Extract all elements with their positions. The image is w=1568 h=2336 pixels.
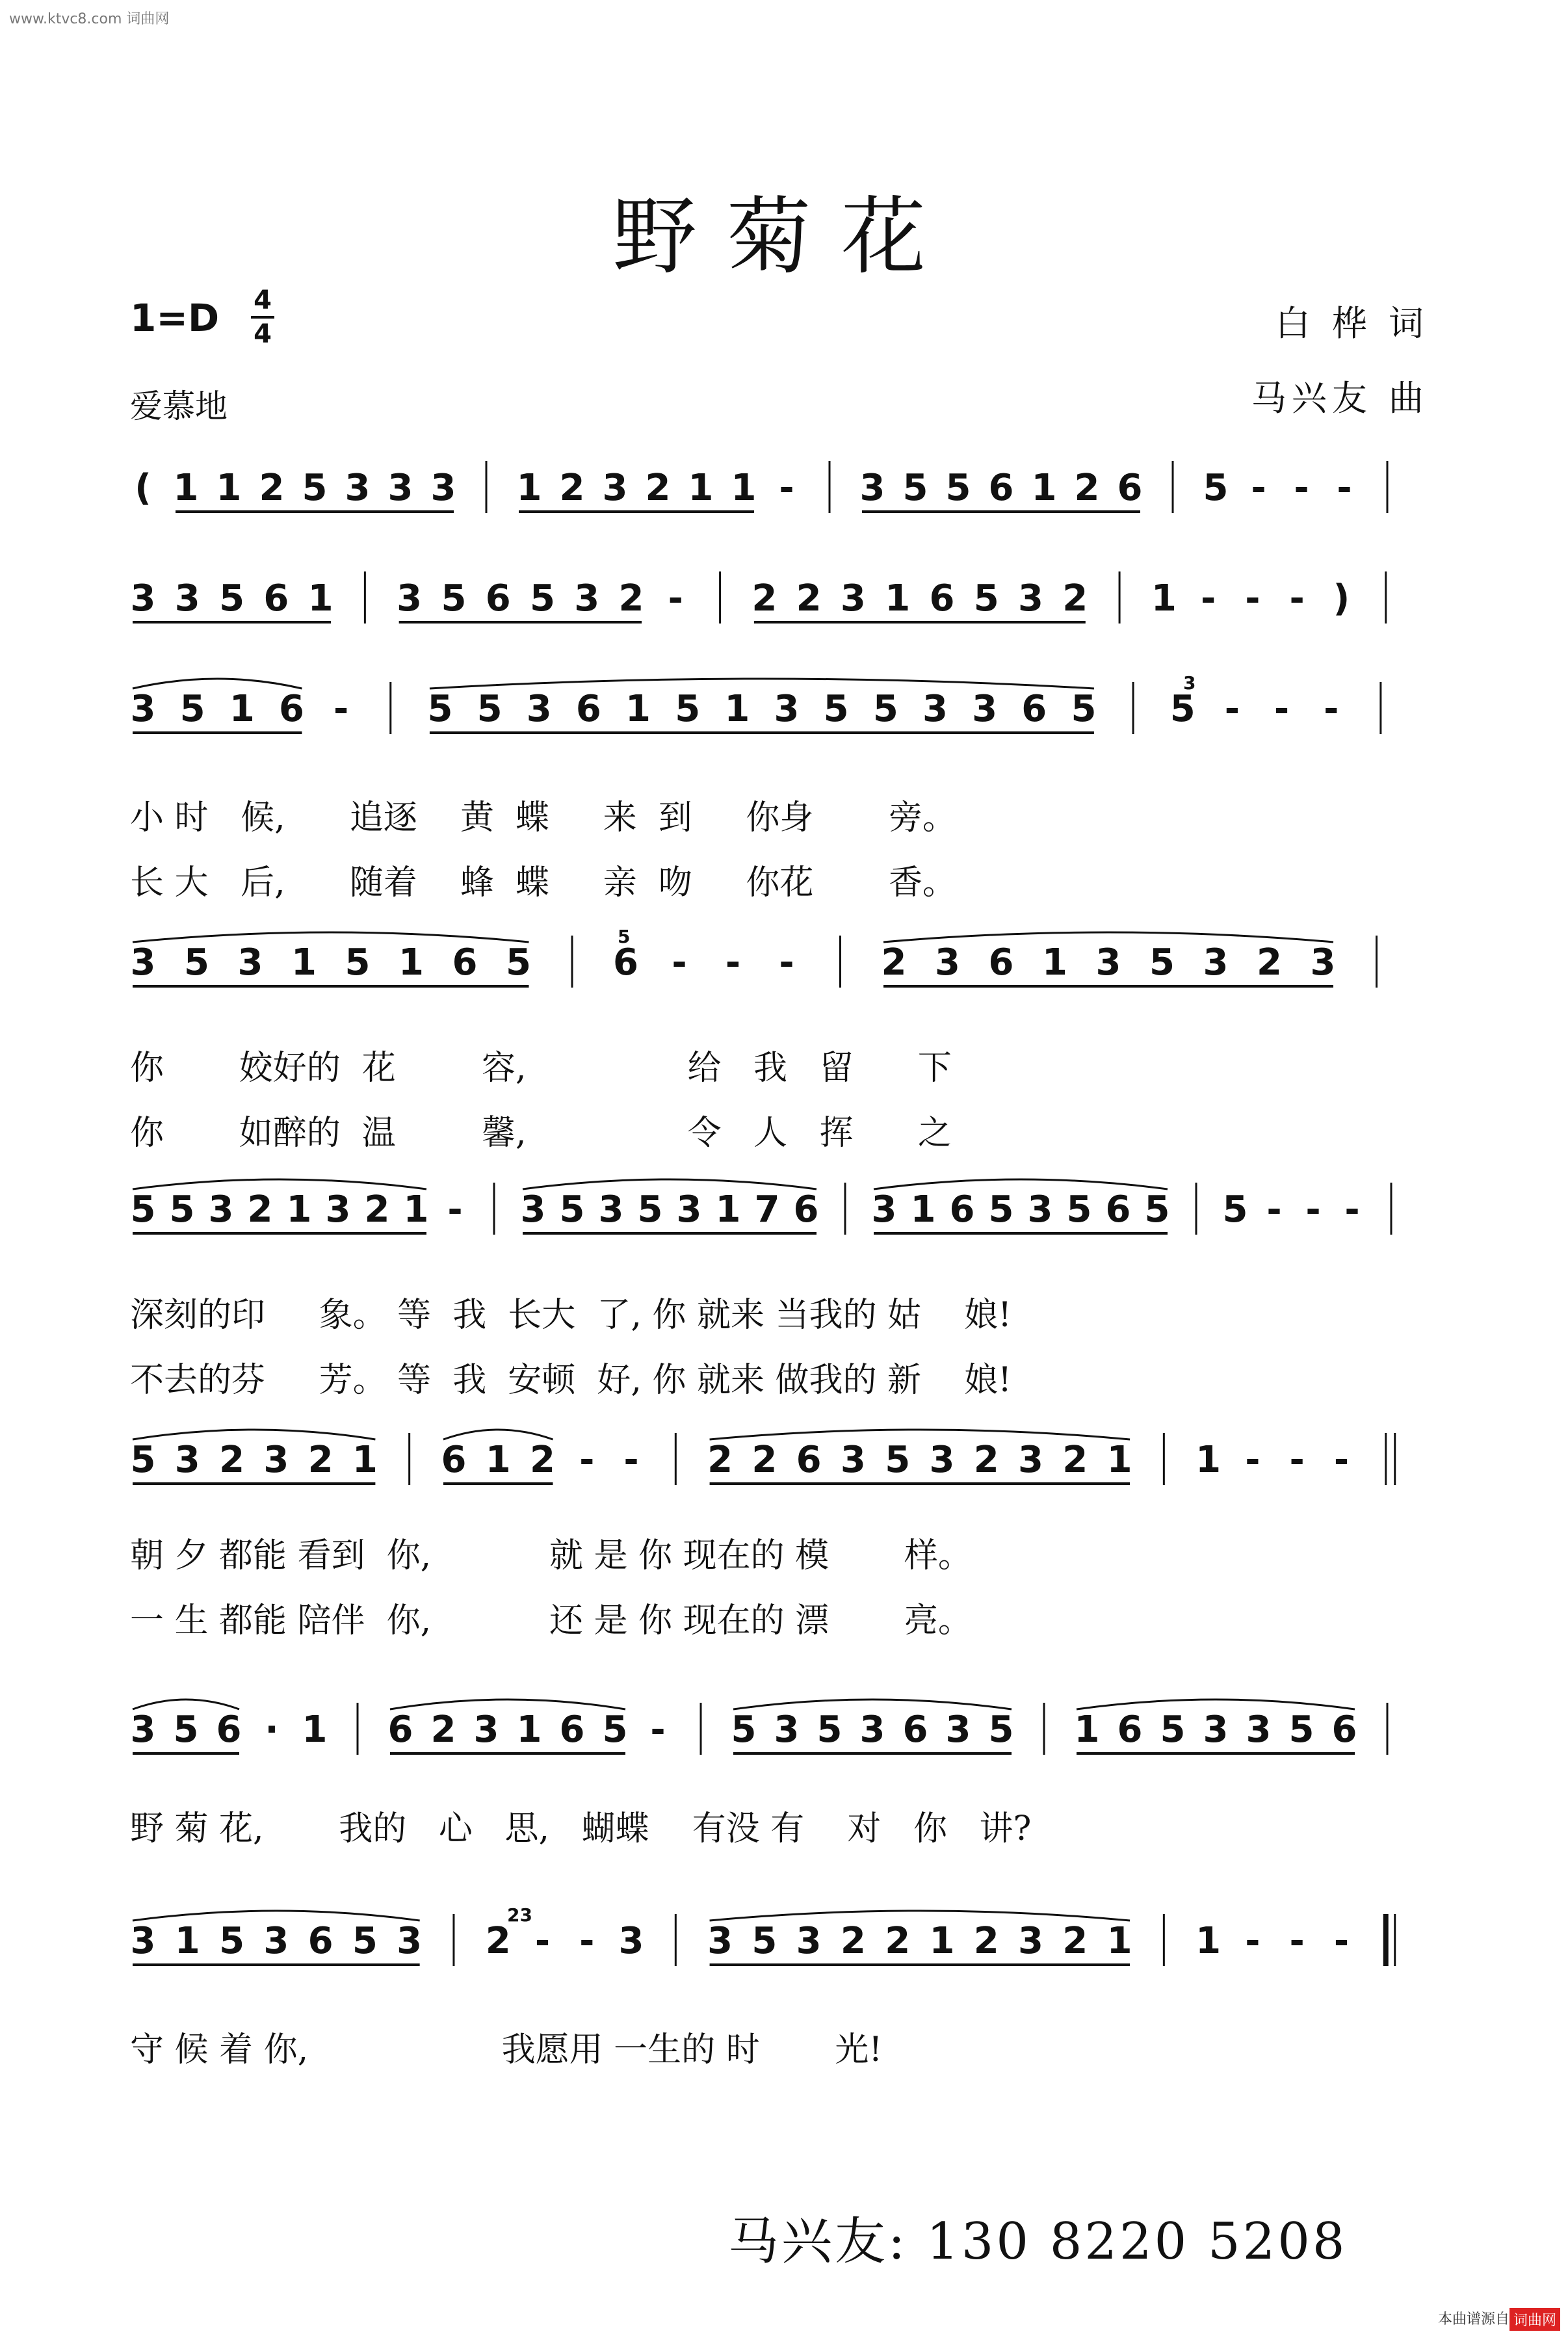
note: 5 (352, 1920, 378, 1962)
note: 1 (302, 1709, 328, 1751)
note: 1 (229, 688, 255, 730)
note: 3 (130, 1709, 156, 1751)
note: 1 (173, 467, 199, 509)
dash-extension: - (1289, 1920, 1305, 1962)
note: 3 (676, 1188, 702, 1231)
note: 1 (403, 1188, 429, 1231)
note: 2 (973, 1439, 999, 1481)
note: 5 (1066, 1188, 1092, 1231)
note: 2 (973, 1920, 999, 1962)
note: 3 (618, 1920, 644, 1962)
slur-arc (133, 679, 302, 689)
score-system (117, 672, 1456, 913)
note: 5 (1222, 1188, 1248, 1231)
note: 5 (751, 1920, 777, 1962)
dash-extension: - (1245, 1920, 1261, 1962)
note: 2 (430, 1709, 456, 1751)
note: 1 (1106, 1439, 1132, 1481)
score-system (117, 926, 1456, 1167)
note: 5 (675, 688, 701, 730)
composer-credit: 马兴友 曲 (1251, 378, 1429, 419)
score-system (117, 1430, 1456, 1664)
note: 3 (945, 1709, 971, 1751)
note-symbol: ( (135, 467, 151, 509)
dash-extension: - (1289, 1439, 1305, 1481)
slur-arc (443, 1430, 553, 1439)
note: 6 (988, 467, 1014, 509)
note: 3 (174, 577, 200, 620)
note: 3 (1027, 1188, 1053, 1231)
note: 5 (506, 941, 531, 984)
note: 2 (751, 1439, 777, 1481)
note: 6 (929, 577, 955, 620)
note: 7 (754, 1188, 780, 1231)
system-engraving (117, 1180, 1456, 1258)
note: 2 (307, 1439, 333, 1481)
note: 6 (796, 1439, 822, 1481)
note: 5 (1203, 467, 1229, 509)
note: 1 (1196, 1920, 1222, 1962)
note: 3 (935, 941, 960, 984)
time-signature (248, 286, 277, 348)
dash-extension: - (333, 688, 349, 730)
note: 6 (1331, 1709, 1357, 1751)
note: 5 (637, 1188, 663, 1231)
time-signature-rule (251, 316, 274, 319)
dash-extension: - (1289, 577, 1305, 620)
dash-extension: - (1266, 1188, 1282, 1231)
slur-arc (133, 1179, 426, 1189)
note: 3 (602, 467, 628, 509)
note: 3 (774, 688, 800, 730)
note: 2 (485, 1920, 511, 1962)
note: 6 (1105, 1188, 1131, 1231)
lyric-line: 你 姣好的 花 容, 给 我 留 下 (130, 1049, 952, 1088)
dash-extension: - (1324, 688, 1339, 730)
dash-extension: - (779, 941, 794, 984)
note: 1 (307, 577, 333, 620)
dash-extension: - (1274, 688, 1290, 730)
note: 3 (1018, 1920, 1043, 1962)
contact-line: 马兴友: 130 8220 5208 (728, 2212, 1348, 2271)
slur-arc (430, 679, 1094, 689)
dash-extension: - (1333, 1439, 1350, 1481)
note: 5 (559, 1188, 585, 1231)
dash-extension: - (534, 1920, 551, 1962)
note: 5 (130, 1188, 156, 1231)
note: 3 (430, 467, 456, 509)
note: 3 (526, 688, 552, 730)
slur-arc (133, 1911, 420, 1921)
dash-extension: - (1305, 1188, 1321, 1231)
note: 1 (352, 1439, 378, 1481)
dash-extension: - (1251, 467, 1266, 509)
note: 3 (922, 688, 948, 730)
note: 3 (520, 1188, 546, 1231)
dash-extension: - (579, 1439, 595, 1481)
slur-arc (523, 1179, 817, 1189)
note: 3 (1310, 941, 1336, 984)
note: 2 (219, 1439, 245, 1481)
note: 6 (1117, 1709, 1143, 1751)
note: 6 (902, 1709, 928, 1751)
note: 2 (1062, 1439, 1088, 1481)
lyric-line: 朝 夕 都能 看到 你, 就 是 你 现在的 模 样。 (130, 1536, 972, 1575)
note: 3 (859, 467, 885, 509)
dash-extension: - (1200, 577, 1216, 620)
note: 5 (1288, 1709, 1314, 1751)
note: 5 (973, 577, 999, 620)
note: 1 (516, 467, 542, 509)
note: 1 (929, 1920, 955, 1962)
lyric-line: 深刻的印 象。 等 我 长大 了, 你 就来 当我的 姑 娘! (130, 1296, 1012, 1335)
note: 5 (902, 467, 928, 509)
note: 5 (173, 1709, 199, 1751)
note: 6 (1021, 688, 1047, 730)
note: 2 (1062, 577, 1088, 620)
note: 2 (364, 1188, 390, 1231)
note: 3 (397, 577, 423, 620)
dash-extension: - (672, 941, 687, 984)
dash-extension: - (668, 577, 683, 620)
note: 1 (715, 1188, 741, 1231)
dash-extension: - (650, 1709, 666, 1751)
note: 1 (1042, 941, 1067, 984)
note: 5 (988, 1188, 1014, 1231)
lyric-line: 野 菊 花, 我的 心 思, 蝴蝶 有没 有 对 你 讲? (130, 1809, 1032, 1848)
note: 5 (1071, 688, 1097, 730)
note: 3 (1095, 941, 1121, 984)
note: 2 (881, 941, 907, 984)
note: 6 (263, 577, 289, 620)
site-watermark: www.ktvc8.com 词曲网 (9, 11, 170, 27)
footer-source-note: 本曲谱源自 (1437, 2311, 1509, 2328)
note: 5 (1149, 941, 1175, 984)
note: 3 (130, 688, 156, 730)
note: 2 (259, 467, 285, 509)
note: 2 (1257, 941, 1282, 984)
note: 5 (872, 688, 898, 730)
note: 5 (219, 1920, 245, 1962)
note: 5 (1160, 1709, 1186, 1751)
note: 5 (731, 1709, 757, 1751)
note: 6 (452, 941, 478, 984)
note: 6 (278, 688, 304, 730)
slur-arc (710, 1911, 1130, 1921)
note: 5 (945, 467, 971, 509)
note: 6 (441, 1439, 467, 1481)
note: 6 (988, 941, 1014, 984)
note: 3 (263, 1920, 289, 1962)
score-system (117, 1904, 1456, 2146)
note: 2 (885, 1920, 911, 1962)
note: 2 (1074, 467, 1100, 509)
lyric-line: 一 生 都能 陪伴 你, 还 是 你 现在的 漂 亮。 (130, 1601, 972, 1640)
note: 3 (397, 1920, 423, 1962)
note: 5 (427, 688, 453, 730)
note: 5 (1144, 1188, 1170, 1231)
note: 5 (441, 577, 467, 620)
note: 3 (840, 1439, 866, 1481)
note: 2 (529, 1439, 555, 1481)
slur-arc (133, 1700, 239, 1709)
lyricist-credit: 白 桦 词 (1275, 303, 1429, 344)
time-signature-top: 4 (254, 285, 272, 315)
note: 1 (174, 1920, 200, 1962)
note: 1 (216, 467, 242, 509)
note: 6 (575, 688, 601, 730)
note: 2 (751, 577, 777, 620)
note: 6 (613, 941, 638, 984)
note: 3 (263, 1439, 289, 1481)
note-symbol: ) (1333, 577, 1350, 620)
note: 1 (688, 467, 714, 509)
note: 6 (793, 1188, 819, 1231)
dash-extension: - (1294, 467, 1309, 509)
slur-arc (874, 1179, 1168, 1189)
note: 2 (618, 577, 644, 620)
note: 1 (1106, 1920, 1132, 1962)
note: 6 (387, 1709, 413, 1751)
note: 5 (885, 1439, 911, 1481)
note: 5 (179, 688, 205, 730)
note: 5 (345, 941, 371, 984)
score-system (117, 1180, 1456, 1414)
note: 1 (910, 1188, 936, 1231)
note: 5 (302, 467, 328, 509)
note: 5 (988, 1709, 1014, 1751)
song-title: 野菊花 (612, 187, 956, 286)
note: 3 (208, 1188, 234, 1231)
dash-extension: - (1245, 1439, 1261, 1481)
dash-extension: - (1344, 1188, 1360, 1231)
note: 2 (840, 1920, 866, 1962)
note: 5 (130, 1439, 156, 1481)
note: 3 (774, 1709, 800, 1751)
lyric-line: 小 时 候, 追逐 黄 蝶 来 到 你身 旁。 (130, 798, 957, 837)
dash-extension: - (1245, 577, 1261, 620)
dash-extension: - (1224, 688, 1240, 730)
note: 1 (399, 941, 424, 984)
note: 2 (1062, 1920, 1088, 1962)
dash-extension: - (623, 1439, 639, 1481)
tempo-marking: 爱慕地 (130, 387, 228, 425)
note: 3 (1203, 941, 1229, 984)
dash-extension: - (447, 1188, 463, 1231)
note: 1 (286, 1188, 312, 1231)
dash-extension: - (1337, 467, 1352, 509)
note: 6 (485, 577, 511, 620)
note: 1 (885, 577, 911, 620)
note: 2 (796, 577, 822, 620)
note: 1 (1151, 577, 1177, 620)
score-system (117, 1700, 1456, 1934)
note: 3 (345, 467, 371, 509)
note: 5 (184, 941, 209, 984)
note: 3 (840, 577, 866, 620)
note: 5 (477, 688, 503, 730)
note: 2 (707, 1439, 733, 1481)
note: 3 (130, 577, 156, 620)
grace-note: 23 (507, 1904, 532, 1926)
note: 5 (817, 1709, 843, 1751)
note: 3 (325, 1188, 351, 1231)
note: 3 (1246, 1709, 1272, 1751)
time-signature-bottom: 4 (254, 319, 272, 349)
note: 3 (1018, 577, 1043, 620)
note: 5 (823, 688, 849, 730)
note: 3 (929, 1439, 955, 1481)
note: 6 (559, 1709, 585, 1751)
note: 3 (174, 1439, 200, 1481)
note: 1 (625, 688, 651, 730)
lyric-line: 你 如醉的 温 馨, 令 人 挥 之 (130, 1114, 952, 1153)
note: 1 (291, 941, 317, 984)
note: 3 (859, 1709, 885, 1751)
note: 3 (972, 688, 998, 730)
note: 3 (1018, 1439, 1043, 1481)
lyric-line: 长 大 后, 随着 蜂 蝶 亲 吻 你花 香。 (130, 863, 957, 902)
note: 3 (1203, 1709, 1229, 1751)
note: 1 (485, 1439, 511, 1481)
slur-arc (733, 1700, 1012, 1709)
note: 3 (871, 1188, 897, 1231)
note: 3 (796, 1920, 822, 1962)
note: 6 (949, 1188, 975, 1231)
note: 1 (1074, 1709, 1100, 1751)
grace-note: 3 (1183, 672, 1196, 694)
note: 5 (602, 1709, 628, 1751)
dash-extension: - (1333, 1920, 1350, 1962)
key-signature: 1=D (130, 296, 220, 340)
note: 6 (216, 1709, 242, 1751)
slur-arc (710, 1430, 1130, 1439)
slur-arc (883, 932, 1333, 942)
note: 3 (130, 1920, 156, 1962)
dash-extension: - (779, 467, 794, 509)
note: 1 (1031, 467, 1057, 509)
note: 3 (237, 941, 263, 984)
note: 6 (1117, 467, 1143, 509)
slur-arc (390, 1700, 625, 1709)
slur-arc (133, 1430, 375, 1439)
footer-site-tag: 词曲网 (1509, 2308, 1560, 2331)
dash-extension: - (579, 1920, 595, 1962)
note: 3 (387, 467, 413, 509)
note: 2 (247, 1188, 273, 1231)
dash-extension: - (725, 941, 741, 984)
grace-note: 5 (618, 926, 631, 947)
slur-arc (133, 932, 529, 942)
note: 1 (516, 1709, 542, 1751)
note: 1 (1196, 1439, 1222, 1481)
lyric-line: 守 候 着 你, 我愿用 一生的 时 光! (130, 2030, 883, 2069)
note: 2 (645, 467, 671, 509)
note: 5 (529, 577, 555, 620)
note: 3 (574, 577, 600, 620)
note: 5 (219, 577, 245, 620)
note: 5 (169, 1188, 195, 1231)
note: 2 (559, 467, 585, 509)
note: 6 (307, 1920, 333, 1962)
note: 5 (1169, 688, 1196, 730)
note: 1 (731, 467, 757, 509)
note: 3 (707, 1920, 733, 1962)
note: 1 (724, 688, 750, 730)
lyric-line: 不去的芬 芳。 等 我 安顿 好, 你 就来 做我的 新 娘! (130, 1361, 1012, 1400)
note: 3 (130, 941, 156, 984)
note: 3 (473, 1709, 499, 1751)
note: 3 (598, 1188, 624, 1231)
note-symbol: · (265, 1709, 279, 1751)
slur-arc (1077, 1700, 1355, 1709)
